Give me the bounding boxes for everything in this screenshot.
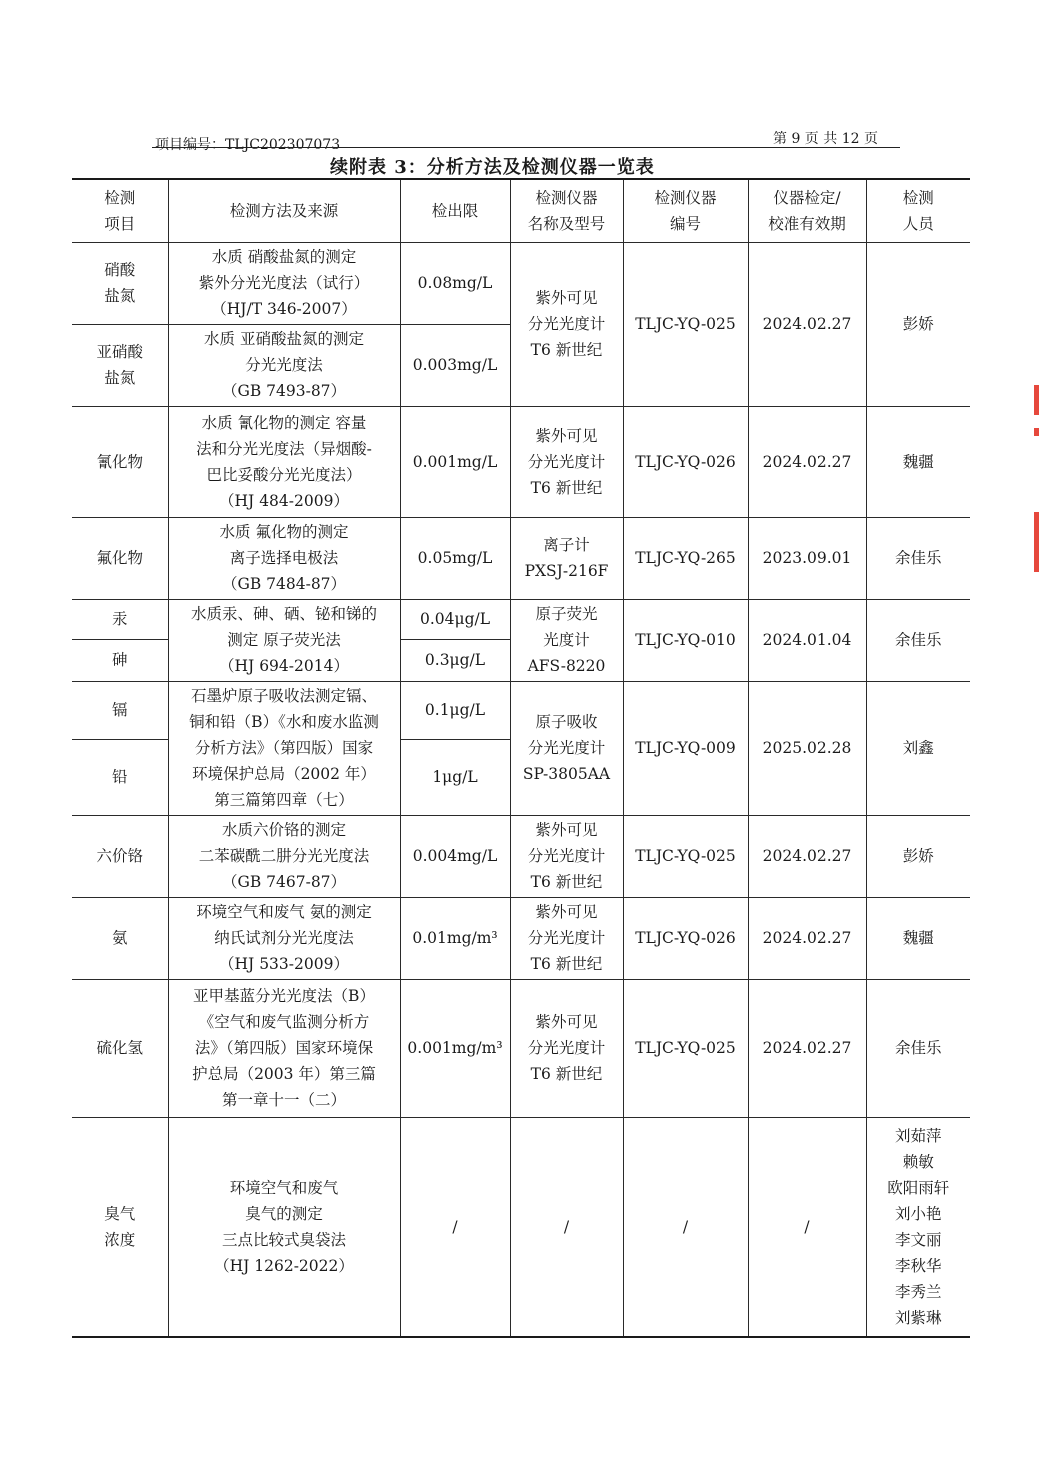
method-cell: 水质 氰化物的测定 容量 法和分光光度法（异烟酸- 巴比妥酸分光光度法） （HJ 484-2009） <box>168 406 400 517</box>
item-cell: 氟化物 <box>72 517 168 599</box>
item-cell: 氰化物 <box>72 406 168 517</box>
instrument-cell: 原子荧光 光度计 AFS-8220 <box>510 599 623 681</box>
staff-cell: 彭娇 <box>866 815 970 897</box>
limit-cell: 0.001mg/m³ <box>400 979 510 1117</box>
instrument-no-cell: TLJC-YQ-026 <box>623 406 748 517</box>
table-row <box>72 681 970 739</box>
instrument-cell: 离子计 PXSJ-216F <box>510 517 623 599</box>
instrument-no-cell: TLJC-YQ-265 <box>623 517 748 599</box>
staff-cell: 魏疆 <box>866 406 970 517</box>
instrument-cell: 紫外可见 分光光度计 T6 新世纪 <box>510 406 623 517</box>
valid-cell: 2024.02.27 <box>748 406 866 517</box>
instrument-no-cell: TLJC-YQ-025 <box>623 815 748 897</box>
limit-cell: / <box>400 1117 510 1337</box>
staff-cell: 刘鑫 <box>866 681 970 815</box>
instrument-cell: 紫外可见 分光光度计 T6 新世纪 <box>510 242 623 406</box>
limit-cell: 0.01mg/m³ <box>400 897 510 979</box>
instrument-cell: 紫外可见 分光光度计 T6 新世纪 <box>510 979 623 1117</box>
item-cell: 砷 <box>72 639 168 681</box>
seal-edge-mark <box>1034 512 1039 572</box>
table-row <box>72 979 970 1117</box>
valid-cell: 2024.02.27 <box>748 897 866 979</box>
instrument-no-cell: / <box>623 1117 748 1337</box>
instrument-no-cell: TLJC-YQ-025 <box>623 979 748 1117</box>
staff-cell: 彭娇 <box>866 242 970 406</box>
table-row <box>72 599 970 639</box>
method-cell: 石墨炉原子吸收法测定镉、 铜和铅（B）《水和废水监测 分析方法》（第四版）国家 环境保护总局（2002 年） 第三篇第四章（七） <box>168 681 400 815</box>
staff-cell: 余佳乐 <box>866 517 970 599</box>
header-divider <box>152 147 900 148</box>
item-cell: 氨 <box>72 897 168 979</box>
valid-cell: 2023.09.01 <box>748 517 866 599</box>
table-row <box>72 517 970 599</box>
limit-cell: 0.3μg/L <box>400 639 510 681</box>
staff-cell: 余佳乐 <box>866 979 970 1117</box>
instrument-no-cell: TLJC-YQ-025 <box>623 242 748 406</box>
table-row <box>72 897 970 979</box>
method-cell: 水质 亚硝酸盐氮的测定 分光光度法 （GB 7493-87） <box>168 324 400 406</box>
seal-edge-mark <box>1034 428 1039 436</box>
limit-cell: 0.05mg/L <box>400 517 510 599</box>
valid-cell: 2025.02.28 <box>748 681 866 815</box>
limit-cell: 0.003mg/L <box>400 324 510 406</box>
analysis-method-table <box>72 178 970 1338</box>
header-item: 检测 项目 <box>72 179 168 242</box>
table-row <box>72 1117 970 1337</box>
header-instrument: 检测仪器 名称及型号 <box>510 179 623 242</box>
page-info: 第 9 页 共 12 页 <box>773 131 878 147</box>
item-cell: 硫化氢 <box>72 979 168 1117</box>
header-row <box>72 179 970 242</box>
header-method: 检测方法及来源 <box>168 179 400 242</box>
staff-cell: 魏疆 <box>866 897 970 979</box>
instrument-no-cell: TLJC-YQ-026 <box>623 897 748 979</box>
item-cell: 汞 <box>72 599 168 639</box>
limit-cell: 0.001mg/L <box>400 406 510 517</box>
project-number: 项目编号：TLJC202307073 <box>155 137 341 153</box>
method-cell: 水质 氟化物的测定 离子选择电极法 （GB 7484-87） <box>168 517 400 599</box>
header-valid: 仪器检定/ 校准有效期 <box>748 179 866 242</box>
header-limit: 检出限 <box>400 179 510 242</box>
method-cell: 环境空气和废气 臭气的测定 三点比较式臭袋法 （HJ 1262-2022） <box>168 1117 400 1337</box>
staff-cell: 刘茹萍 赖敏 欧阳雨轩 刘小艳 李文丽 李秋华 李秀兰 刘紫琳 <box>866 1117 970 1337</box>
limit-cell: 1μg/L <box>400 739 510 815</box>
table-title: 续附表 3：分析方法及检测仪器一览表 <box>330 157 655 178</box>
limit-cell: 0.08mg/L <box>400 242 510 324</box>
item-cell: 镉 <box>72 681 168 739</box>
table-row <box>72 815 970 897</box>
valid-cell: 2024.02.27 <box>748 242 866 406</box>
instrument-cell: / <box>510 1117 623 1337</box>
valid-cell: / <box>748 1117 866 1337</box>
limit-cell: 0.004mg/L <box>400 815 510 897</box>
item-cell: 臭气 浓度 <box>72 1117 168 1337</box>
header-instrument-no: 检测仪器 编号 <box>623 179 748 242</box>
instrument-cell: 原子吸收 分光光度计 SP-3805AA <box>510 681 623 815</box>
method-cell: 水质 硝酸盐氮的测定 紫外分光光度法（试行） （HJ/T 346-2007） <box>168 242 400 324</box>
valid-cell: 2024.01.04 <box>748 599 866 681</box>
table-row <box>72 406 970 517</box>
limit-cell: 0.1μg/L <box>400 681 510 739</box>
instrument-cell: 紫外可见 分光光度计 T6 新世纪 <box>510 815 623 897</box>
valid-cell: 2024.02.27 <box>748 979 866 1117</box>
instrument-no-cell: TLJC-YQ-009 <box>623 681 748 815</box>
method-cell: 水质汞、砷、硒、铋和锑的 测定 原子荧光法 （HJ 694-2014） <box>168 599 400 681</box>
limit-cell: 0.04μg/L <box>400 599 510 639</box>
staff-cell: 余佳乐 <box>866 599 970 681</box>
instrument-no-cell: TLJC-YQ-010 <box>623 599 748 681</box>
seal-edge-mark <box>1034 385 1039 415</box>
table-row <box>72 242 970 324</box>
item-cell: 六价铬 <box>72 815 168 897</box>
item-cell: 亚硝酸 盐氮 <box>72 324 168 406</box>
valid-cell: 2024.02.27 <box>748 815 866 897</box>
method-cell: 水质六价铬的测定 二苯碳酰二肼分光光度法 （GB 7467-87） <box>168 815 400 897</box>
method-cell: 亚甲基蓝分光光度法（B） 《空气和废气监测分析方 法》（第四版）国家环境保 护总局（2003 年）第三篇 第一章十一（二） <box>168 979 400 1117</box>
item-cell: 硝酸 盐氮 <box>72 242 168 324</box>
header-staff: 检测 人员 <box>866 179 970 242</box>
instrument-cell: 紫外可见 分光光度计 T6 新世纪 <box>510 897 623 979</box>
method-cell: 环境空气和废气 氨的测定 纳氏试剂分光光度法 （HJ 533-2009） <box>168 897 400 979</box>
item-cell: 铅 <box>72 739 168 815</box>
